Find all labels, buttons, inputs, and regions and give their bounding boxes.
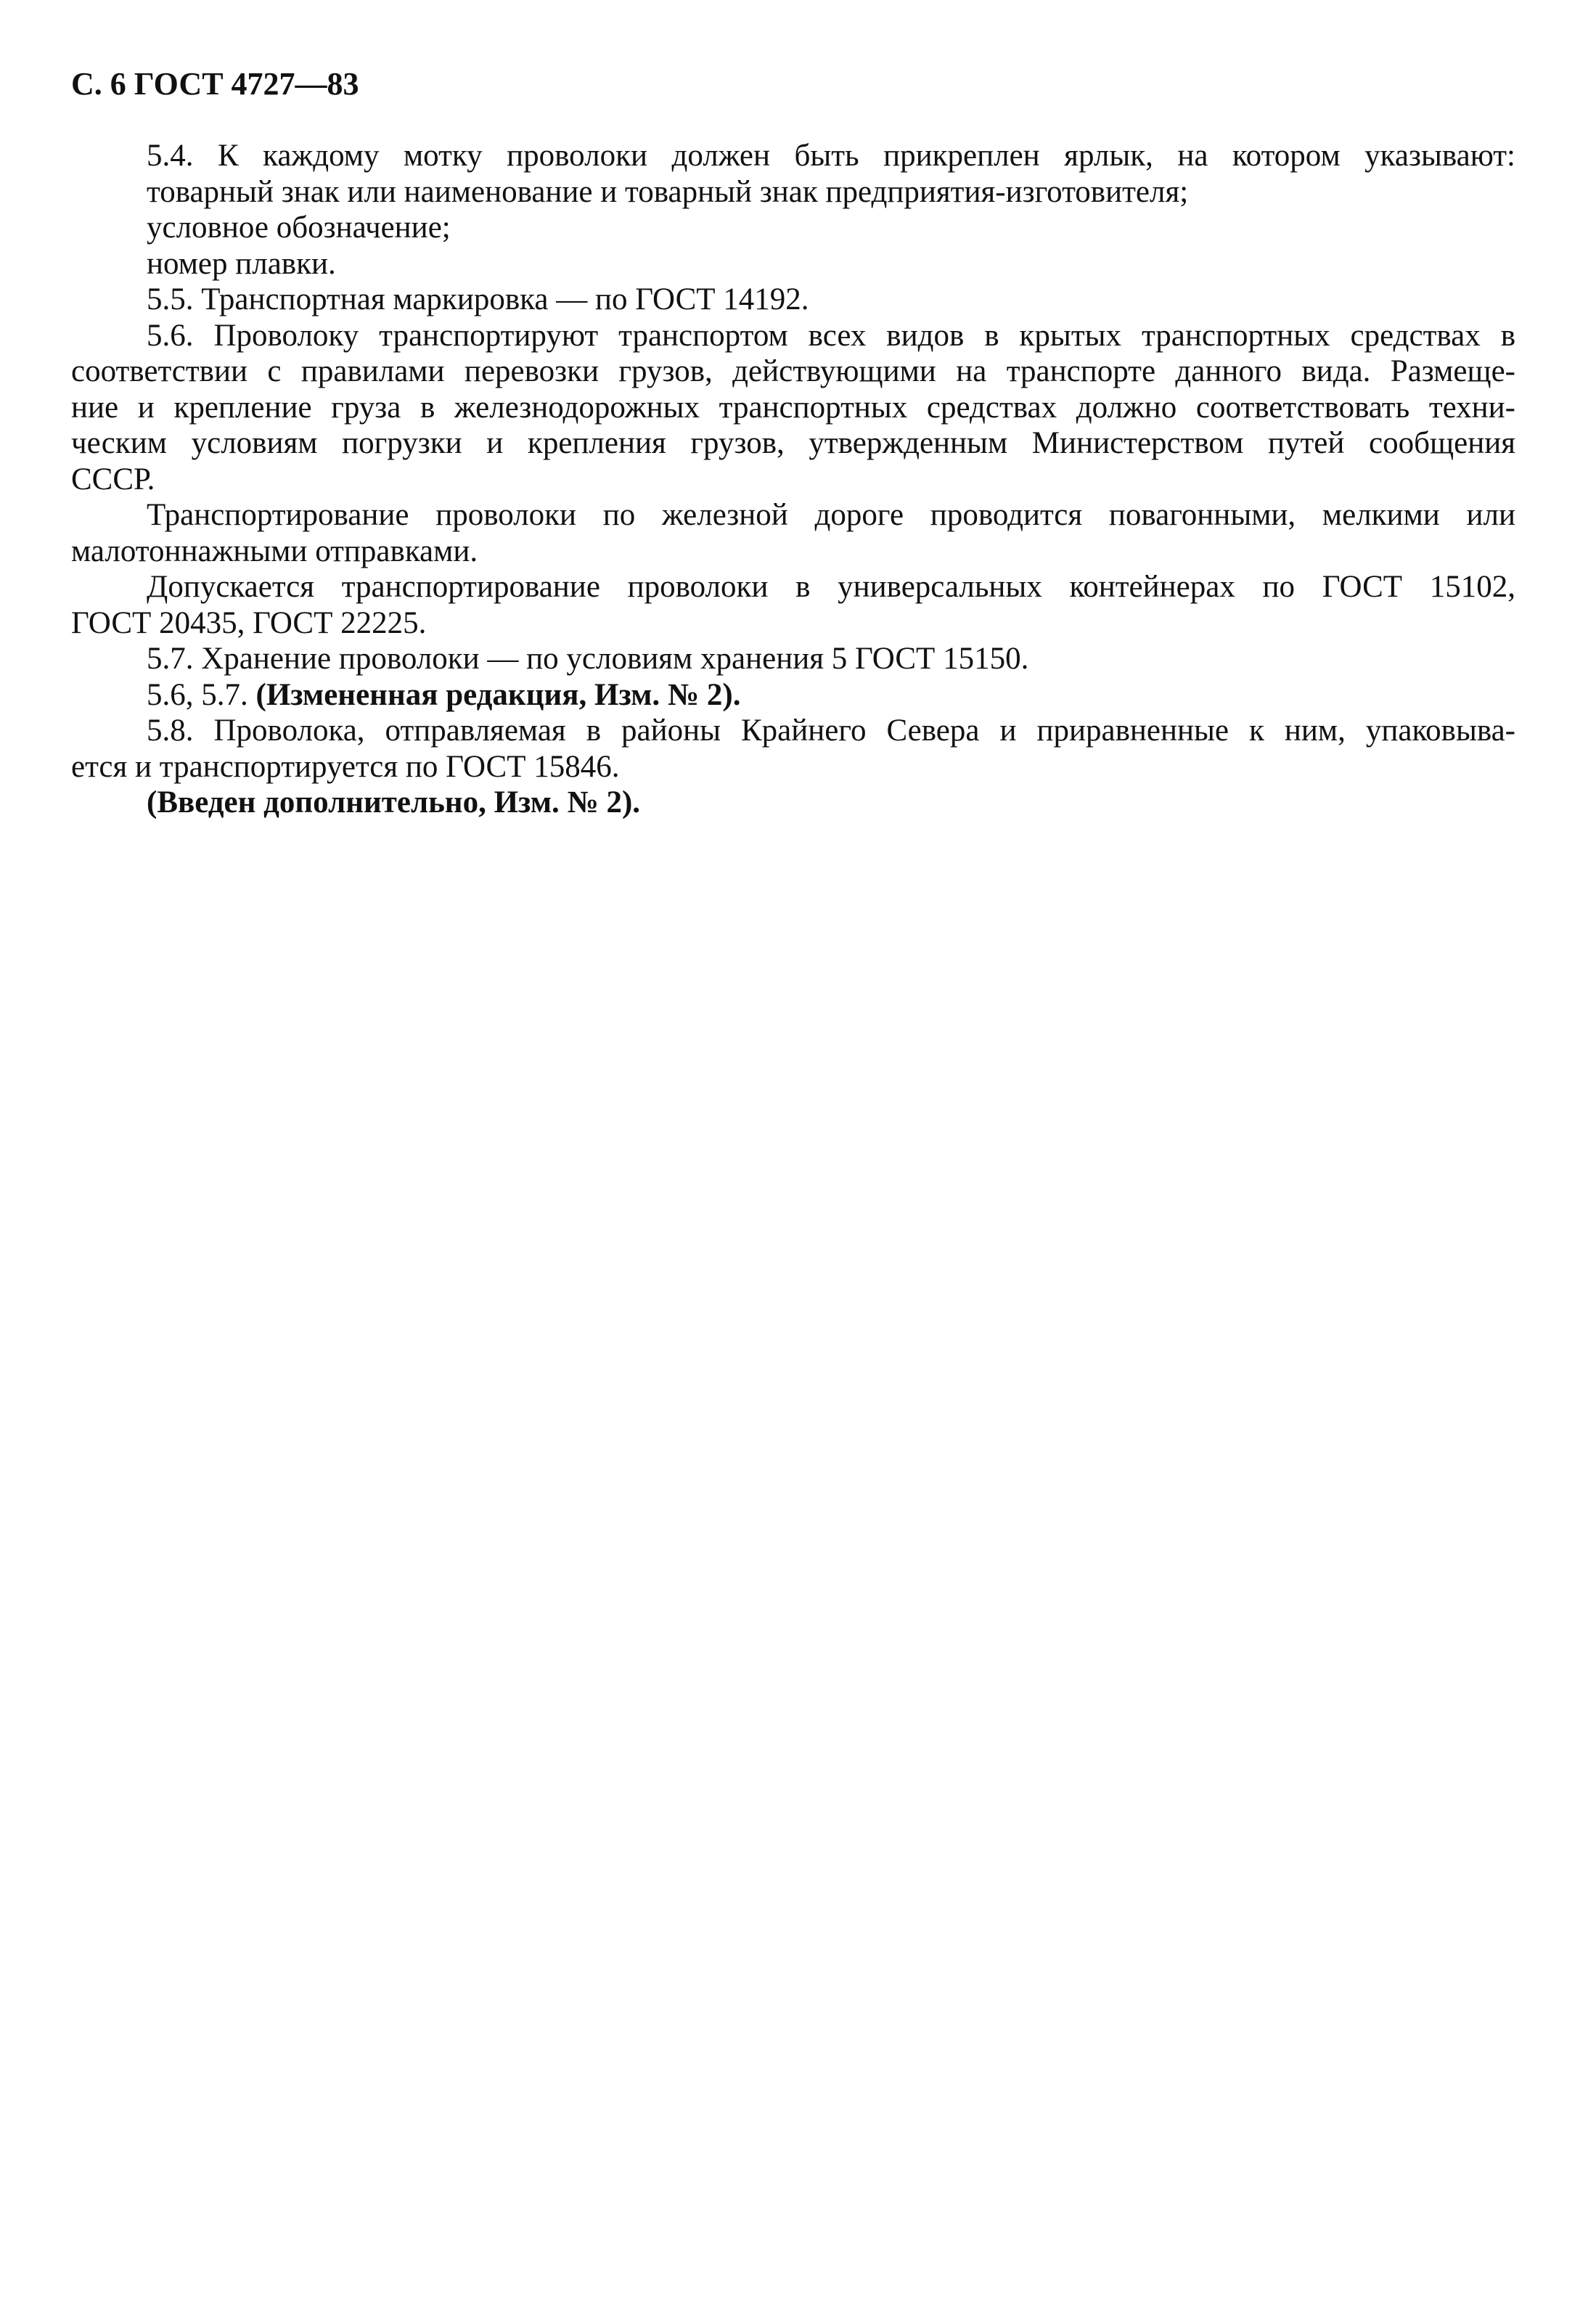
- amendment-label: (Измененная редакция, Изм. № 2).: [255, 677, 741, 712]
- paragraph-5-8: 5.8. Проволока, отправляемая в районы Крайнего Севера и приравненные к ним, упаковыва-: [147, 714, 1515, 748]
- paragraph-containers: Допускается транспортирование проволоки в универсальных контейнерах по ГОСТ 15102,: [147, 570, 1515, 604]
- paragraph-5-5: 5.5. Транспортная маркировка — по ГОСТ 14192.: [147, 282, 809, 316]
- document-body: [71, 138, 1515, 821]
- text-line: ется и транспортируется по ГОСТ 15846.: [71, 749, 620, 784]
- amendment-refs: 5.6, 5.7.: [147, 677, 248, 712]
- text-line: малотоннажными отправками.: [71, 534, 478, 568]
- amendment-note-5-6-5-7: [71, 677, 1515, 714]
- text-line: ние и крепление груза в железнодорожных транспортных средствах должно соответствовать техни-: [71, 390, 1515, 425]
- text-line: ческим условиям погрузки и крепления грузов, утвержденным Министерством путей сообщения: [71, 426, 1515, 460]
- text-line: условное обозначение;: [147, 210, 451, 245]
- text-line: СССР.: [71, 462, 155, 496]
- text-line: ГОСТ 20435, ГОСТ 22225.: [71, 605, 427, 640]
- paragraph-5-6: 5.6. Проволоку транспортируют транспортом всех видов в крытых транспортных средствах в: [147, 318, 1515, 353]
- paragraph-5-7: 5.7. Хранение проволоки — по условиям хранения 5 ГОСТ 15150.: [147, 642, 1029, 676]
- paragraph-5-4: 5.4. К каждому мотку проволоки должен быть прикреплен ярлык, на котором указывают:: [147, 139, 1515, 173]
- text-line: номер плавки.: [147, 246, 336, 281]
- running-head: С. 6 ГОСТ 4727—83: [71, 66, 359, 102]
- text-line: товарный знак или наименование и товарный знак предприятия-изготовителя;: [147, 174, 1189, 209]
- amendment-note-5-8: (Введен дополнительно, Изм. № 2).: [147, 785, 641, 819]
- text-line: соответствии с правилами перевозки грузов, действующими на транспорте данного вида. Размеще-: [71, 354, 1515, 388]
- paragraph-transport-rail: Транспортирование проволоки по железной дороге проводится повагонными, мелкими или: [147, 498, 1515, 532]
